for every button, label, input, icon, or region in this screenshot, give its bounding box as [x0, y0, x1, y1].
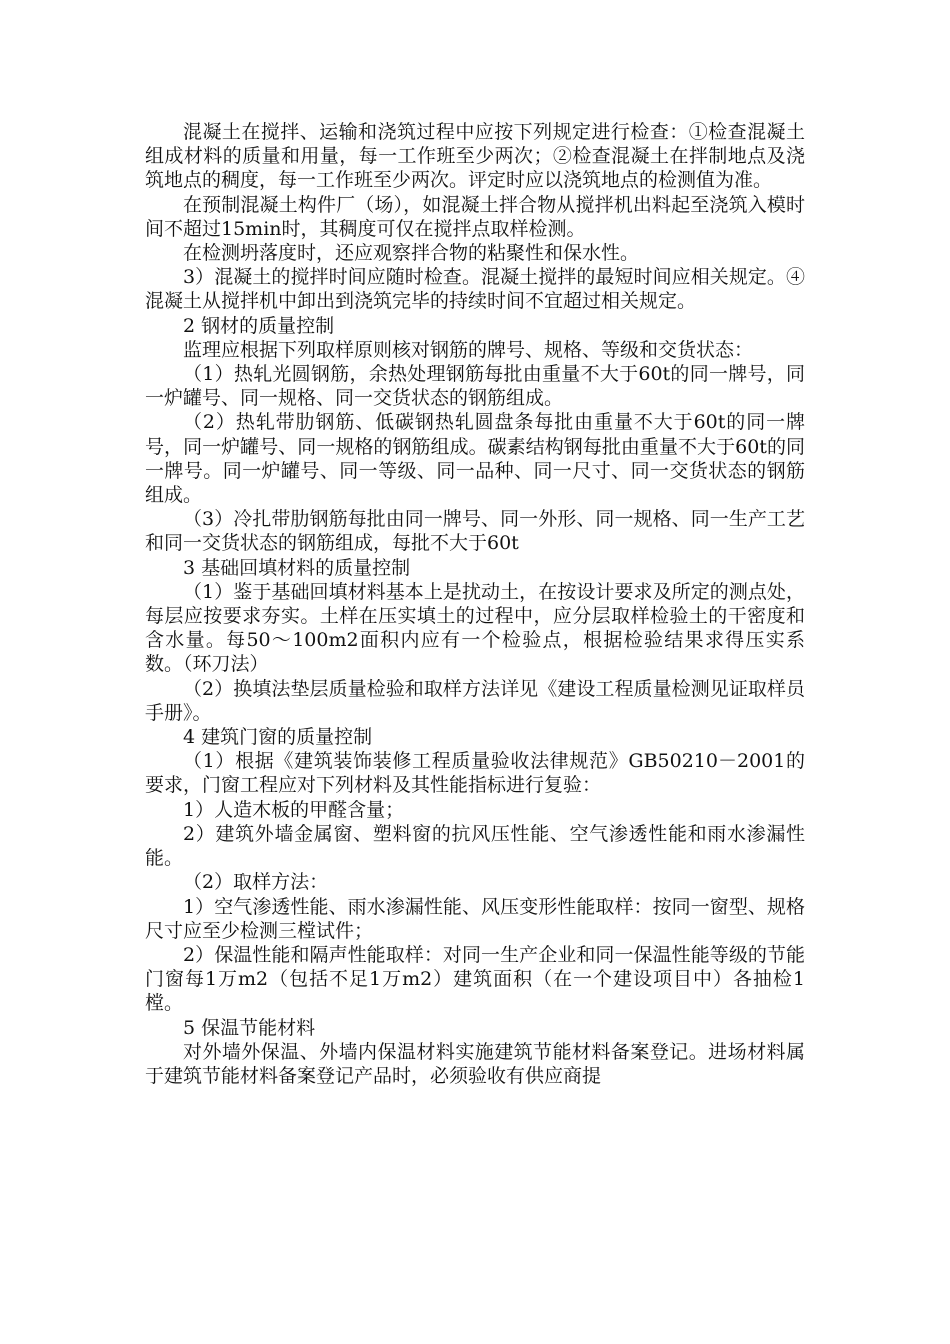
paragraph-insulation: 对外墙外保温、外墙内保温材料实施建筑节能材料备案登记。进场材料属于建筑节能材料备案登记产品时，必须验收有供应商提	[145, 1040, 805, 1087]
paragraph-steel-sampling: 监理应根据下列取样原则核对钢筋的牌号、规格、等级和交货状态：	[183, 338, 754, 361]
paragraph-backfill-item-1: （1）鉴于基础回填材料基本上是扰动土，在按设计要求及所定的测点处，每层应按要求夯实。土样在压实填土的过程中，应分层取样检验土的干密度和含水量。每50～100m2面积内应有一个检验点，根据检验结果求得压实系数。（环刀法）	[145, 580, 805, 676]
paragraph-doors-item-1: （1）根据《建筑装饰装修工程质量验收法律规范》GB50210－2001的要求，门窗工程应对下列材料及其性能指标进行复验：	[145, 750, 805, 797]
paragraph-steel-item-2: （2）热轧带肋钢筋、低碳钢热轧圆盘条每批由重量不大于60t的同一牌号，同一炉罐号、同一规格的钢筋组成。碳素结构钢每批由重量不大于60t的同一牌号。同一炉罐号、同一等级、同一品种、同一尺寸、同一交货状态的钢筋组成。	[145, 411, 805, 507]
paragraph-doors-item-2: （2）取样方法：	[183, 871, 329, 894]
paragraph-steel-item-3: （3）冷扎带肋钢筋每批由同一牌号、同一外形、同一规格、同一生产工艺和同一交货状态的钢筋组成，每批不大于60t	[145, 508, 805, 555]
paragraph-concrete-inspection: 混凝土在搅拌、运输和浇筑过程中应按下列规定进行检查：①检查混凝土组成材料的质量和用量，每一工作班至少两次；②检查混凝土在拌制地点及浇筑地点的稠度，每一工作班至少两次。评定时应以浇筑地点的检测值为准。	[145, 121, 805, 192]
paragraph-doors-subitem-1: 1）人造木板的甲醛含量；	[183, 798, 405, 821]
section-heading-steel: 2 钢材的质量控制	[183, 314, 335, 337]
section-heading-backfill: 3 基础回填材料的质量控制	[183, 556, 411, 579]
paragraph-slump-test: 在检测坍落度时，还应观察拌合物的粘聚性和保水性。	[183, 242, 640, 265]
section-heading-doors-windows: 4 建筑门窗的质量控制	[183, 726, 373, 749]
paragraph-sampling-subitem-2: 2）保温性能和隔声性能取样：对同一生产企业和同一保温性能等级的节能门窗每1万m2（包括不足1万m2）建筑面积（在一个建设项目中）各抽检1樘。	[145, 943, 805, 1015]
paragraph-steel-item-1: （1）热轧光圆钢筋，余热处理钢筋每批由重量不大于60t的同一牌号，同一炉罐号、同一规格、同一交货状态的钢筋组成。	[145, 363, 805, 410]
document-body	[145, 120, 805, 1088]
section-heading-insulation: 5 保温节能材料	[183, 1016, 316, 1039]
paragraph-doors-subitem-2: 2）建筑外墙金属窗、塑料窗的抗风压性能、空气渗透性能和雨水渗漏性能。	[145, 822, 805, 870]
paragraph-mixing-time: 3）混凝土的搅拌时间应随时检查。混凝土搅拌的最短时间应相关规定。④混凝土从搅拌机中卸出到浇筑完毕的持续时间不宜超过相关规定。	[145, 266, 805, 313]
paragraph-backfill-item-2: （2）换填法垫层质量检验和取样方法详见《建设工程质量检测见证取样员手册》。	[145, 677, 805, 724]
paragraph-sampling-subitem-1: 1）空气渗透性能、雨水渗漏性能、风压变形性能取样：按同一窗型、规格尺寸应至少检测三樘试件；	[145, 895, 805, 942]
paragraph-precast-factory: 在预制混凝土构件厂（场），如混凝土拌合物从搅拌机出料起至浇筑入模时间不超过15min时，其稠度可仅在搅拌点取样检测。	[145, 193, 805, 240]
